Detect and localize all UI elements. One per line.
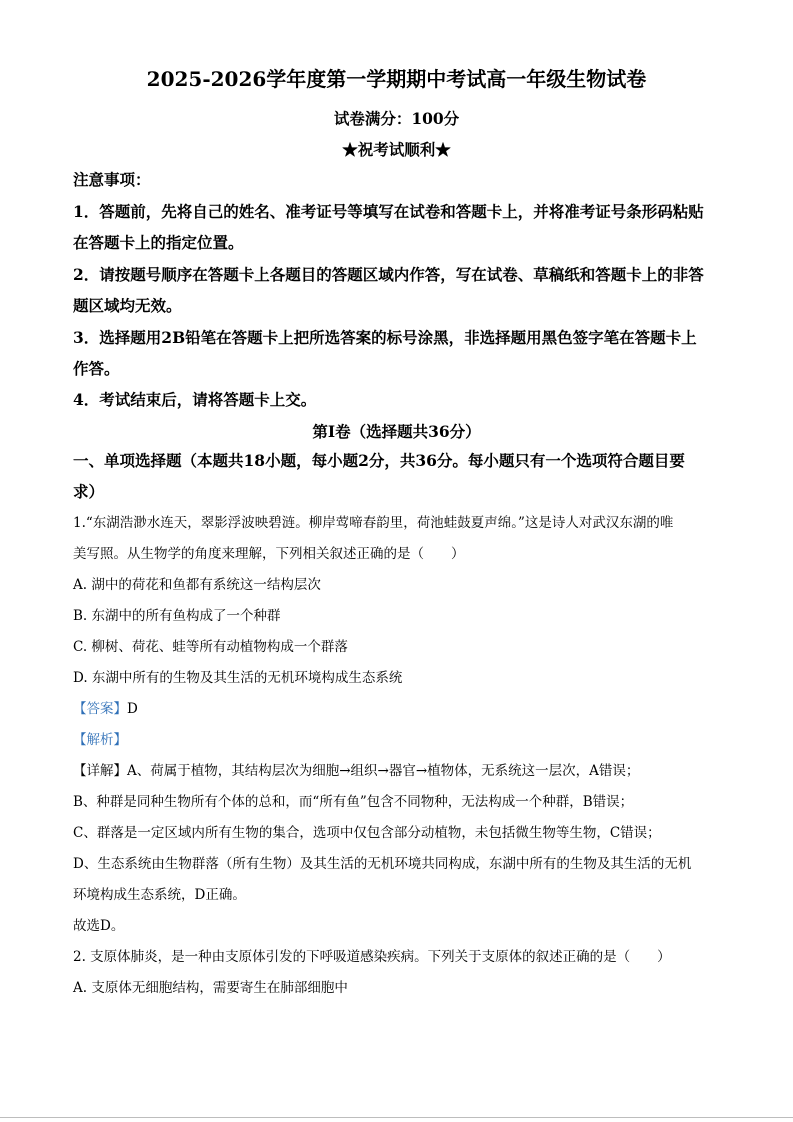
q1-option-c: C. 柳树、荷花、蛙等所有动植物构成一个群落 <box>73 639 348 655</box>
notice-item: 3．选择题用2B铅笔在答题卡上把所选答案的标号涂黑，非选择题用黑色签字笔在答题卡上 <box>73 328 697 347</box>
page-title: 2025-2026学年度第一学期期中考试高一年级生物试卷 <box>146 67 647 91</box>
notice-item: 题区域均无效。 <box>73 296 182 315</box>
notice-item: 在答题卡上的指定位置。 <box>73 233 244 252</box>
full-score: 试卷满分：100分 <box>333 109 460 128</box>
wish-line: ★祝考试顺利★ <box>342 140 451 159</box>
q1-explain-line: 故选D。 <box>73 918 125 934</box>
section-title: 第Ⅰ卷（选择题共36分） <box>312 422 481 441</box>
answer-label: 【答案】 <box>73 701 127 717</box>
notice-item: 作答。 <box>73 359 120 378</box>
answer-value: D <box>127 701 138 717</box>
q1-option-d: D. 东湖中所有的生物及其生活的无机环境构成生态系统 <box>73 670 403 686</box>
q1-explain-line: B、种群是同种生物所有个体的总和，而“所有鱼”包含不同物种，无法构成一个种群，B错误； <box>73 794 634 810</box>
q1-answer <box>73 694 728 725</box>
q1-explain-line: 环境构成生态系统，D正确。 <box>73 887 246 903</box>
q1-option-a: A. 湖中的荷花和鱼都有系统这一结构层次 <box>73 577 321 593</box>
part1-heading: 求） <box>73 482 105 501</box>
q2-stem: 2. 支原体肺炎，是一种由支原体引发的下呼吸道感染疾病。下列关于支原体的叙述正确的是（ ） <box>73 949 671 965</box>
q1-explain-line: D、生态系统由生物群落（所有生物）及其生活的无机环境共同构成，东湖中所有的生物及其生活的无机 <box>73 856 692 872</box>
notice-item: 1．答题前，先将自己的姓名、准考证号等填写在试卷和答题卡上，并将准考证号条形码粘贴 <box>73 202 704 221</box>
q1-explain-line: 【详解】A、荷属于植物，其结构层次为细胞→组织→器官→植物体，无系统这一层次，A错误； <box>73 763 640 779</box>
q1-option-b: B. 东湖中的所有鱼构成了一个种群 <box>73 608 281 624</box>
part1-heading: 一、单项选择题（本题共18小题，每小题2分，共36分。每小题只有一个选项符合题目要 <box>73 451 685 470</box>
notice-item: 4．考试结束后，请将答题卡上交。 <box>73 390 317 409</box>
notice-item: 2．请按题号顺序在答题卡上各题目的答题区域内作答，写在试卷、草稿纸和答题卡上的非答 <box>73 265 704 284</box>
notice-heading: 注意事项： <box>73 170 151 189</box>
analysis-label: 【解析】 <box>73 732 127 748</box>
q1-stem: 美写照。从生物学的角度来理解，下列相关叙述正确的是（ ） <box>73 546 465 562</box>
q2-option-a: A. 支原体无细胞结构，需要寄生在肺部细胞中 <box>73 980 348 996</box>
q1-explain-line: C、群落是一定区域内所有生物的集合，选项中仅包含部分动植物，未包括微生物等生物，C错误； <box>73 825 661 841</box>
page-bottom-divider <box>0 1117 793 1118</box>
q1-stem: 1.“东湖浩渺水连天，翠影浮波映碧涟。柳岸莺啼春韵里，荷池蛙鼓夏声绵。”这是诗人对武汉东湖的唯 <box>73 515 674 531</box>
